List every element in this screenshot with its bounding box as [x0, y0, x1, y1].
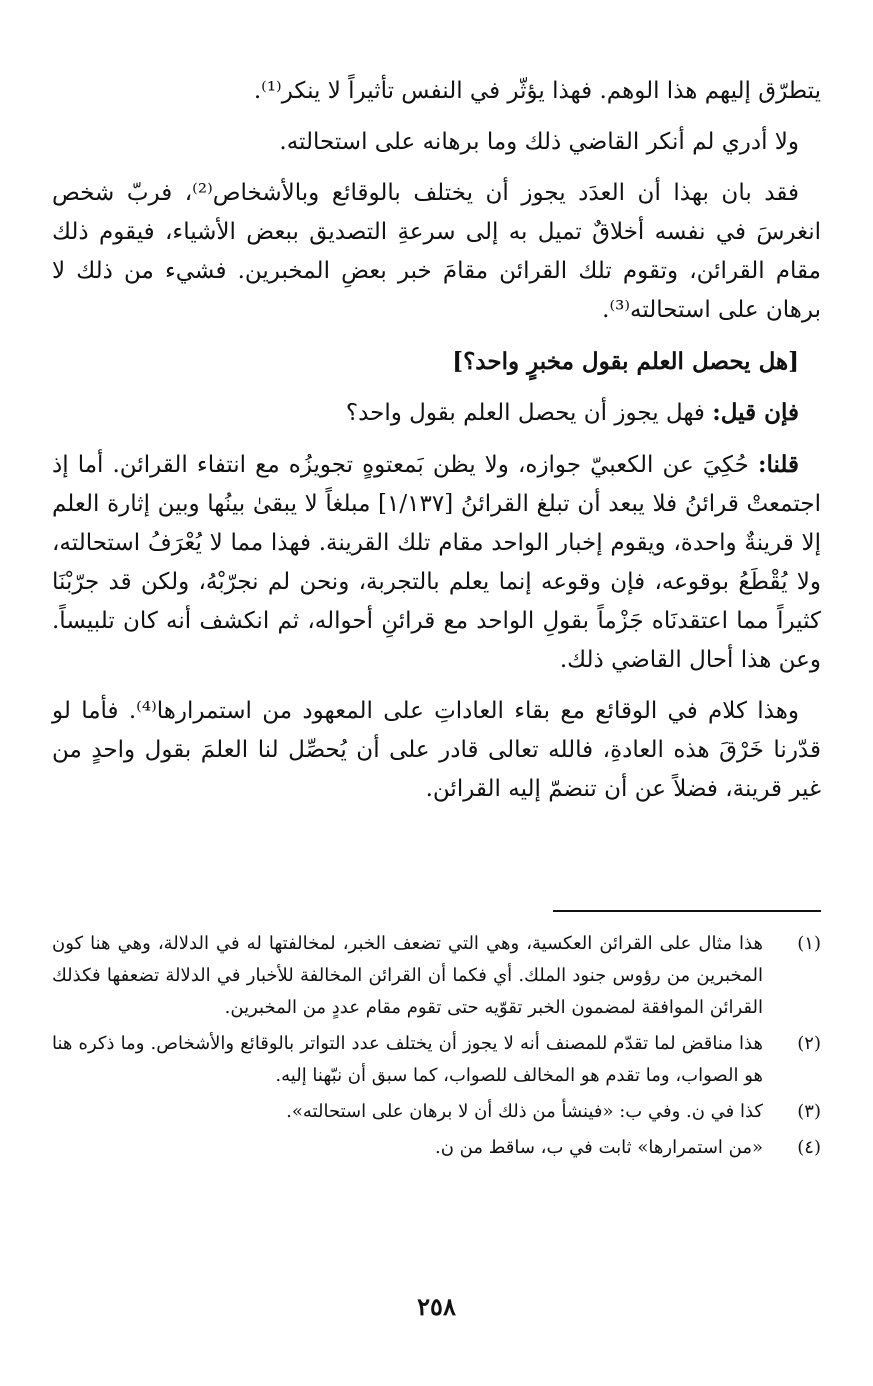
- paragraph-3: فقد بان بهذا أن العدَد يجوز أن يختلف بالوقائع وبالأشخاص⁽²⁾، فربّ شخص انغرسَ في نفسه أخلاقٌ تميل به إلى سرعةِ التصديق ببعض الأشياء، فيقوم ذلك مقام القرائن، وتقوم تلك القرائن مقامَ خبر بعضِ المخبرين. فشيء من ذلك لا برهان على استحالته⁽³⁾.: [52, 180, 821, 323]
- footnote-3: [52, 1096, 821, 1128]
- main-text-area: [52, 72, 821, 821]
- footnote-1: [52, 928, 821, 1024]
- main-text: [52, 72, 821, 809]
- footnote-2: [52, 1028, 821, 1092]
- page-number: ٢٥٨: [417, 1292, 456, 1321]
- section-heading: [هل يحصل العلم بقول مخبرٍ واحد؟]: [452, 348, 799, 375]
- footnote-text: هذا مناقض لما تقدّم للمصنف أنه لا يجوز أن يختلف عدد التواتر بالوقائع والأشخاص. وما ذكره هنا هو الصواب، وما تقدم هو المخالف للصواب، كما سبق أن نبّهنا إليه.: [52, 1033, 763, 1086]
- question-text: فهل يجوز أن يحصل العلم بقول واحد؟: [345, 400, 705, 426]
- paragraph-2: ولا أدري لم أنكر القاضي ذلك وما برهانه على استحالته.: [279, 129, 799, 155]
- footnote-text: «من استمرارها» ثابت في ب، ساقط من ن.: [434, 1137, 763, 1158]
- footnote-4: [52, 1132, 821, 1164]
- footnote-text: كذا في ن. وفي ب: «فينشأ من ذلك أن لا برهان على استحالته».: [286, 1101, 763, 1122]
- footnote-text: هذا مثال على القرائن العكسية، وهي التي تضعف الخبر، لمخالفتها له في الدلالة، وهي هنا كون المخبرين من رؤوس جنود الملك. أي فكما أن القرائن المخالفة للأخبار في الدلالة تضعفها فكذلك القرائن الموافقة لمضمون الخبر تقوّيه حتى تقوم مقام عددٍ من المخبرين.: [52, 933, 763, 1018]
- footnote-number: (٤): [797, 1137, 821, 1158]
- footnote-separator: [553, 910, 821, 912]
- footnote-number: (٢): [797, 1033, 821, 1054]
- footnote-number: (٣): [797, 1101, 821, 1122]
- footnote-number: (١): [797, 933, 821, 954]
- footnotes: [52, 928, 821, 1168]
- paragraph-1: يتطرّق إليهم هذا الوهم. فهذا يؤثّر في النفس تأثيراً لا ينكر⁽¹⁾.: [253, 78, 821, 104]
- question-lead: فإن قيل:: [712, 399, 799, 426]
- answer-lead: قلنا:: [757, 451, 800, 478]
- paragraph-last: وهذا كلام في الوقائع مع بقاء العاداتِ على المعهود من استمرارها⁽⁴⁾. فأما لو قدّرنا خَرْقَ هذه العادةِ، فالله تعالى قادر على أن يُحصِّل لنا العلمَ بقول واحدٍ من غير قرينة، فضلاً عن أن تنضمّ إليه القرائن.: [52, 698, 821, 802]
- answer-text: حُكِيَ عن الكعبيّ جوازه، ولا يظن بَمعتوهٍ تجويزُه مع انتفاء القرائن. أما إذ اجتمعتْ قرائنُ فلا يبعد أن تبلغ القرائنُ [١/١٣٧] مبلغاً لا يبقىٰ بينُها وبين إثارة العلم إلا قرينةٌ واحدة، ويقوم إخبار الواحد مقام تلك القرينة. فهذا مما لا يُعْرَفُ استحالته، ولا يُقْطَعُ بوقوعه، فإن وقوعه إنما يعلم بالتجربة، ونحن لم نجرّبْهُ، ولكن قد جرّبْنَا كثيراً مما اعتقدنَاه جَزْماً بقولِ الواحد مع قرائنِ أحواله، ثم انكشف أنه كان تلبيساً. وعن هذا أحال القاضي ذلك.: [52, 452, 821, 673]
- question-paragraph: [52, 393, 821, 433]
- answer-paragraph: [52, 445, 821, 680]
